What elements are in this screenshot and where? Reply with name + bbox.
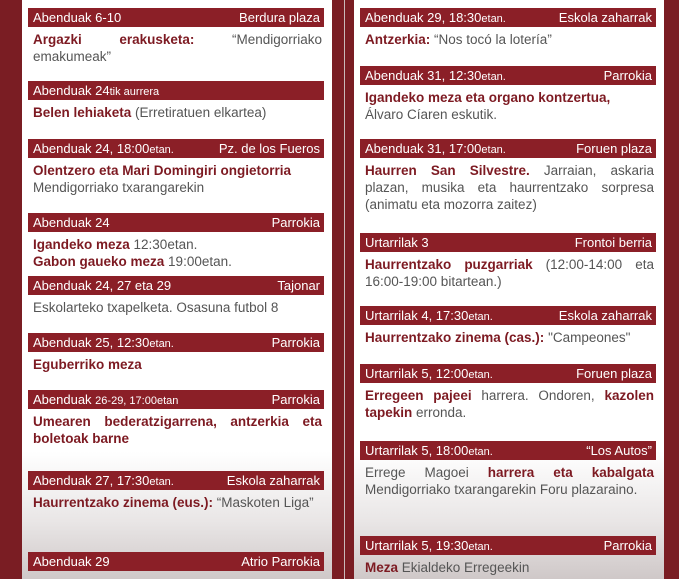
event-place: Tajonar [277,278,320,293]
event-date-suffix: tik aurrera [109,86,160,98]
event-title: Igandeko meza eta organo kontzertua, [365,90,611,105]
event-date-suffix: etan. [481,144,506,156]
event-date-suffix: etan. [149,338,174,350]
event-detail: (Erretiratuen elkartea) [131,105,267,120]
event-title: Argazki erakusketa: [33,32,195,47]
event-date: Abenduak 31, 12:30 [365,68,482,83]
event-title: Gabon gaueko meza [33,254,165,269]
event-header [28,390,324,409]
event-date-suffix: etan. [481,71,506,83]
event-description [360,383,656,421]
event-place: Eskola zaharrak [558,308,652,323]
event-description [360,85,656,123]
event-place: Berdura plaza [239,10,320,25]
event-card [28,471,324,511]
event-title: Haurrentzako puzgarriak [365,257,533,272]
event-place: Pz. de los Fueros [218,141,320,156]
event-date: Abenduak 24 [33,215,110,230]
event-header [28,333,324,352]
event-card [360,364,656,421]
event-detail: Jarraian, askaria plazan, musika eta haurrentzako sorpresa (animatu eta mozorra zaitez) [365,163,654,212]
event-place: Parrokia [271,215,320,230]
event-place: Frontoi berria [574,235,652,250]
event-title: Umearen bederatzigarrena, antzerkia eta boletoak barne [33,414,322,446]
event-header [360,66,656,85]
event-date: Abenduak 24 [33,83,110,98]
event-header [360,233,656,252]
event-date-suffix: etan. [149,476,174,488]
event-date-suffix: etan. [481,13,506,25]
event-header [28,139,324,158]
event-date: Urtarrilak 5, 19:30 [365,538,469,553]
event-card [28,8,324,65]
event-detail: “Maskoten Liga” [213,495,314,510]
event-description [28,352,324,373]
event-header [28,552,324,571]
event-date: Abenduak 27, 17:30 [33,473,150,488]
event-detail: 19:00etan. [164,254,232,269]
event-description [28,295,324,316]
event-description [360,252,656,290]
event-card [360,441,656,498]
event-title: Eguberriko meza [33,357,142,372]
event-place: Parrokia [271,392,320,407]
event-detail: Eskolarteko txapelketa. Osasuna futbol 8 [33,300,279,315]
event-card [28,390,324,447]
event-header [360,441,656,460]
event-detail: Álvaro Cíaren eskutik. [365,107,498,122]
event-place: Parrokia [603,538,652,553]
event-card [360,306,656,346]
event-date: Urtarrilak 3 [365,235,429,250]
event-date: Abenduak 29 [33,554,110,569]
event-header [360,8,656,27]
event-date-suffix: 26-29, 17:00etan [95,395,179,407]
column-divider [344,0,345,579]
event-title: Erregeen pajeei [365,388,472,403]
event-header [28,471,324,490]
event-detail: Mendigorriako txarangarekin Foru plazaraino. [365,482,638,497]
event-card [28,333,324,373]
event-description [28,490,324,511]
event-date: Abenduak 29, 18:30 [365,10,482,25]
event-card [360,233,656,290]
event-card [28,552,324,571]
event-title: Olentzero eta Mari Domingiri ongietorria [33,163,292,178]
event-title: harrera eta kabalgata [487,465,654,480]
event-header [360,139,656,158]
event-date: Urtarrilak 4, 17:30 [365,308,469,323]
event-place: Foruen plaza [576,366,652,381]
event-place: Parrokia [603,68,652,83]
event-title: Haurren San Silvestre. [365,163,530,178]
event-title: Haurrentzako zinema (eus.): [33,495,214,510]
event-header [360,536,656,555]
event-detail: “Mendigorriako emakumeak” [33,32,322,64]
event-card [28,213,324,270]
event-detail: erronda. [412,405,467,420]
event-date: Abenduak 24, 27 eta 29 [33,278,172,293]
event-card [28,139,324,196]
event-place: Eskola zaharrak [226,473,320,488]
event-description [360,555,656,576]
event-place: Atrio Parrokia [241,554,320,569]
event-description [28,27,324,65]
event-header [28,8,324,27]
event-place: “Los Autos” [586,443,652,458]
event-card [28,276,324,316]
event-title: kazolen tapekin [365,388,654,420]
event-header [28,81,324,100]
event-date: Urtarrilak 5, 18:00 [365,443,469,458]
event-detail: harrera. Ondoren, [471,388,605,403]
event-title: Meza [365,560,399,575]
event-detail: (12:00-14:00 eta 16:00-19:00 bitartean.) [365,257,655,289]
event-date-suffix: etan. [468,541,493,553]
event-detail: "Campeones" [544,330,631,345]
event-detail: Ekialdeko Erregeekin [398,560,530,575]
event-card [360,139,656,213]
event-description [360,158,656,213]
event-date-suffix: etan. [468,311,493,323]
event-card [360,8,656,48]
event-date-suffix: etan. [468,369,493,381]
event-title: Igandeko meza [33,237,130,252]
event-header [360,364,656,383]
event-detail: “Nos tocó la lotería” [430,32,552,47]
event-description [360,460,656,498]
event-date: Abenduak 31, 17:00 [365,141,482,156]
event-detail: Mendigorriako txarangarekin [33,180,205,195]
event-detail: Errege Magoei [365,465,488,480]
event-date-suffix: etan. [149,144,174,156]
event-description [360,27,656,48]
event-date: Urtarrilak 5, 12:00 [365,366,469,381]
event-detail: 12:30etan. [129,237,198,252]
event-description [28,100,324,121]
event-title: Antzerkia: [365,32,431,47]
event-card [28,81,324,121]
left-column [22,0,332,579]
event-description [360,325,656,346]
event-header [360,306,656,325]
event-header [28,213,324,232]
event-description [28,232,324,270]
event-card [360,66,656,123]
right-column [354,0,664,579]
event-place: Foruen plaza [576,141,652,156]
event-date: Abenduak 25, 12:30 [33,335,150,350]
event-date: Abenduak 6-10 [33,10,122,25]
event-description [28,409,324,447]
event-date: Abenduak 24, 18:00 [33,141,150,156]
event-date-suffix: etan. [468,446,493,458]
event-title: Belen lehiaketa [33,105,132,120]
event-header [28,276,324,295]
event-place: Eskola zaharrak [558,10,652,25]
event-date: Abenduak [33,392,96,407]
event-card [360,536,656,576]
event-description [28,158,324,196]
event-title: Haurrentzako zinema (cas.): [365,330,545,345]
event-place: Parrokia [271,335,320,350]
